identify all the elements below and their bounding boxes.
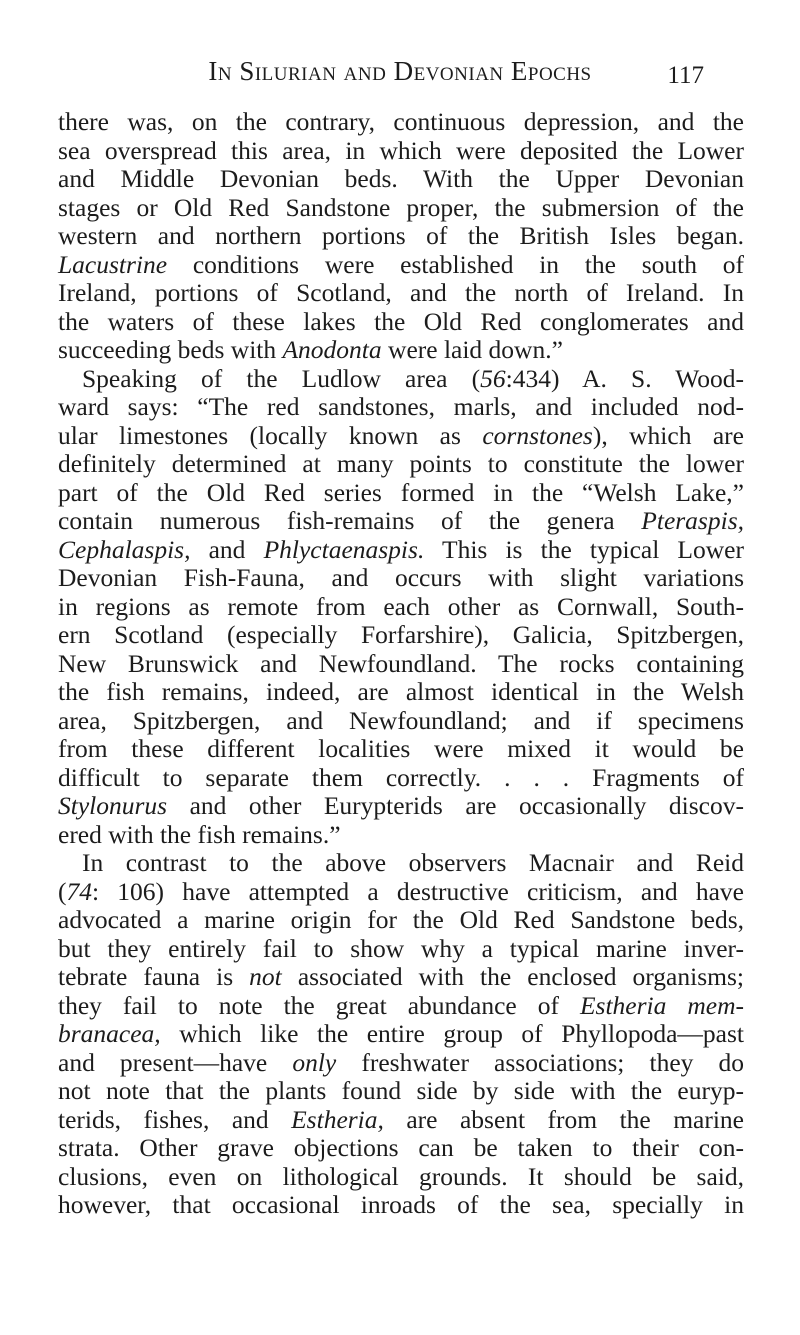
text-run: strata. Other grave objections can be taken to their con- [58,1133,744,1162]
text-run: Ireland, portions of Scotland, and the north of Ireland. In [58,278,744,307]
text-line [58,621,744,650]
text-run: however, that occasional inroads of the sea, specially in [58,1190,744,1219]
italic-text-run: Anodonta [282,335,382,364]
text-line [58,821,744,850]
text-run: ered with the fish remains.” [58,819,341,849]
text-line [58,678,744,707]
text-run: :434) A. S. Wood- [505,363,745,393]
italic-text-run: branacea, [58,1019,161,1048]
text-run: western and northern portions of the British Isles began. [58,221,744,250]
italic-text-run: 56 [480,363,506,393]
text-line [58,650,744,679]
text-run: there was, on the contrary, continuous depression, and the [58,107,744,136]
text-run: clusions, even on lithological grounds. It should be said, [58,1161,744,1191]
text-line [58,906,744,935]
text-run: contain numerous fish-remains of the genera [58,506,642,535]
text-line [58,194,744,223]
text-run: freshwater associations; they do [336,1047,745,1077]
text-line [58,422,744,451]
text-line [58,165,744,194]
text-run: the waters of these lakes the Old Red conglomerates and [58,306,744,336]
text-run: ward says: “The red sandstones, marls, and included nod- [58,392,744,421]
text-run: stages or Old Red Sandstone proper, the submersion of the [58,192,744,222]
body-text [58,108,744,1220]
text-run: the fish remains, indeed, are almost identical in the Welsh [58,677,744,706]
text-line [58,849,744,878]
text-run: part of the Old Red series formed in the “Welsh Lake,” [58,477,744,507]
text-run: In contrast to the above observers Macnair and Reid [82,848,744,877]
text-run: difficult to separate them correctly. . . . Fragments of [58,762,744,792]
text-run: were laid down.” [381,335,563,364]
text-line [58,1077,744,1106]
text-line [58,1049,744,1078]
text-run: ular limestones (locally known as [58,420,483,450]
text-run: but they entirely fail to show why a typical marine inver- [58,933,744,963]
text-line [58,593,744,622]
text-run: and present—have [58,1047,293,1077]
text-line [58,479,744,508]
text-line [58,963,744,992]
text-line [58,564,744,593]
running-head: In Silurian and Devonian Epochs [208,56,592,86]
text-run: ern Scotland (especially Forfarshire), Galicia, Spitzbergen, [58,620,744,649]
italic-text-run: cornstones [482,420,593,450]
text-run: and Middle Devonian beds. With the Upper Devonian [58,164,744,193]
text-run: definitely determined at many points to constitute the lower [58,449,744,478]
text-run: : 106) have attempted a destructive criticism, and have [92,876,744,906]
text-run: tebrate fauna is [58,962,250,991]
italic-text-run: Pteraspis, [641,506,744,535]
text-run: from these different localities were mixed it would be [58,734,744,763]
text-line [58,764,744,793]
text-line [58,336,744,365]
text-run: Speaking of the Ludlow area ( [82,363,481,393]
text-line [58,450,744,479]
text-line [58,308,744,337]
text-run: ( [58,876,67,906]
text-line [58,222,744,251]
text-run: This is the typical Lower [424,534,744,564]
text-line [58,251,744,280]
italic-text-run: Phlyctaenaspis. [263,534,425,564]
text-line [58,1134,744,1163]
text-line [58,707,744,736]
italic-text-run: Estheria, [291,1104,384,1134]
text-run: ), which are [592,420,744,450]
text-run: are absent from the marine [383,1104,745,1134]
text-line [58,792,744,821]
page-number: 117 [667,62,704,89]
italic-text-run: Estheria mem- [579,990,744,1020]
text-line [58,536,744,565]
italic-text-run: Stylonurus [58,791,168,820]
text-run: and other Eurypterids are occasionally discov- [167,791,744,820]
text-line [58,279,744,308]
text-line [58,507,744,536]
text-run: sea overspread this area, in which were deposited the Lower [58,135,744,165]
text-run: succeeding beds with [58,335,283,364]
text-run: New Brunswick and Newfoundland. The rocks containing [58,648,744,678]
page-header [0,56,800,96]
italic-text-run: Cephalaspis, [58,534,191,564]
text-run: advocated a marine origin for the Old Red Sandstone beds, [58,905,744,934]
text-run: conditions were established in the south of [167,249,744,279]
text-run: not note that the plants found side by side with the euryp- [58,1076,744,1105]
text-line [58,1020,744,1049]
text-run: area, Spitzbergen, and Newfoundland; and if specimens [58,705,744,735]
text-run: in regions as remote from each other as Cornwall, South- [58,591,744,621]
text-line [58,1163,744,1192]
text-run: associated with the enclosed organisms; [281,962,744,991]
text-line [58,393,744,422]
italic-text-run: 74 [66,876,92,906]
text-line [58,1106,744,1135]
text-run: they fail to note the great abundance of [58,990,580,1020]
text-line [58,992,744,1021]
text-line [58,365,744,394]
text-line [58,108,744,137]
italic-text-run: not [249,962,282,991]
text-run: Devonian Fish-Fauna, and occurs with slight variations [58,563,744,592]
text-line [58,137,744,166]
text-run: which like the entire group of Phyllopoda—past [160,1019,744,1048]
italic-text-run: only [292,1047,337,1077]
text-run: terids, fishes, and [58,1104,292,1134]
text-line [58,878,744,907]
italic-text-run: Lacustrine [58,249,168,279]
text-line [58,935,744,964]
text-run: and [190,534,264,564]
text-line [58,735,744,764]
text-line [58,1191,744,1220]
